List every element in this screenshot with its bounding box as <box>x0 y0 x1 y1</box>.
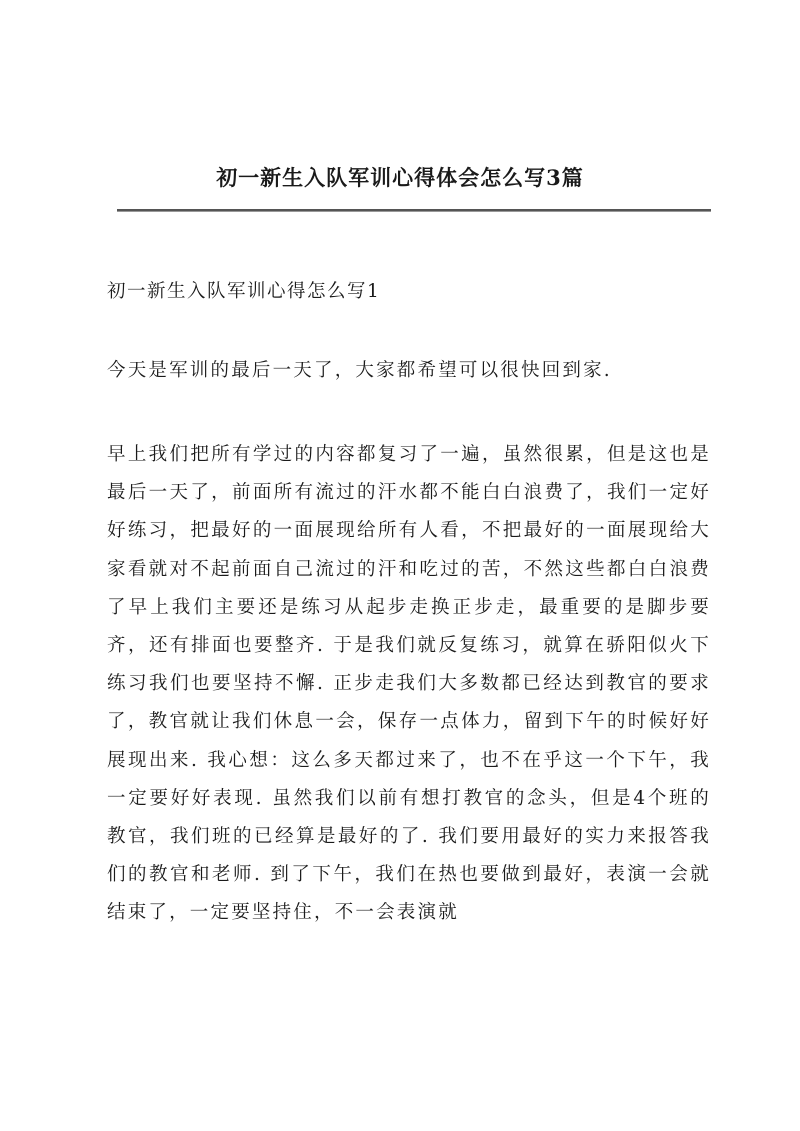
document-title: 初一新生入队军训心得体会怎么写3篇 <box>216 165 584 190</box>
title-underline-divider <box>117 209 711 212</box>
body-paragraph-2: 早上我们把所有学过的内容都复习了一遍，虽然很累，但是这也是最后一天了，前面所有流过的汗水都不能白白浪费了，我们一定好好练习，把最好的一面展现给所有人看，不把最好的一面展现给大家看就对不起前面自己流过的汗和吃过的苦，不然这些都白白浪费了早上我们主要还是练习从起步走换正步走，最重要的是脚步要齐，还有排面也要整齐. 于是我们就反复练习，就算在骄阳似火下练习我们也要坚持不懈. 正步走我们大多数都已经达到教官的要求了，教官就让我们休息一会，保存一点体力，留到下午的时候好好展现出来. 我心想：这么多天都过来了，也不在乎这一个下午，我一定要好好表现. 虽然我们以前有想打教官的念头，但是4个班的教官，我们班的已经算是最好的了. 我们要用最好的实力来报答我们的教官和老师. 到了下午，我们在热也要做到最好，表演一会就结束了，一定要坚持住，不一会表演就 <box>107 444 711 924</box>
body-paragraph-1: 今天是军训的最后一天了，大家都希望可以很快回到家. <box>107 360 612 381</box>
section-heading: 初一新生入队军训心得怎么写1 <box>107 281 381 302</box>
